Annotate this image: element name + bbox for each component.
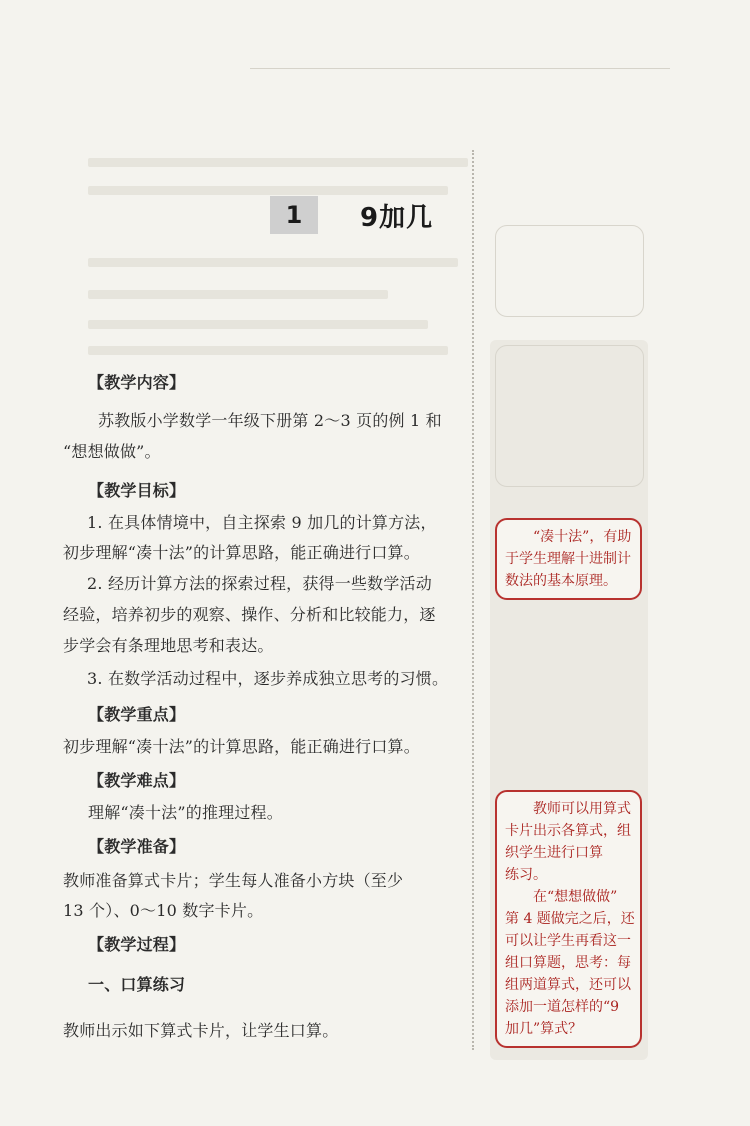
column-divider: [472, 150, 474, 1050]
note-line: 添加一道怎样的“9: [505, 999, 620, 1015]
text-line: 步学会有条理地思考和表达。: [63, 636, 274, 655]
text-line: 教师准备算式卡片；学生每人准备小方块（至少: [63, 871, 404, 890]
note-line: 可以让学生再看这一: [505, 933, 631, 949]
note-line: 练习。: [505, 867, 547, 883]
lesson-number: 1: [270, 196, 318, 234]
note-line: 组两道算式，还可以: [505, 977, 631, 993]
lesson-name: 9加几: [360, 202, 434, 233]
text-line: 3. 在数学活动过程中，逐步养成独立思考的习惯。: [87, 669, 449, 688]
note-line: 于学生理解十进制计: [505, 551, 631, 567]
heading-teaching-goals: 【教学目标】: [88, 481, 186, 500]
ghost-header-bleedthrough: [250, 64, 670, 69]
note-line: 数法的基本原理。: [505, 573, 617, 589]
note-line: 织学生进行口算: [505, 845, 603, 861]
ghost-side-note: [495, 225, 644, 317]
heading-process: 【教学过程】: [88, 935, 186, 954]
text-line: 1. 在具体情境中，自主探索 9 加几的计算方法，: [87, 513, 437, 532]
ghost-side-note: [495, 345, 644, 487]
text-line: 教师出示如下算式卡片，让学生口算。: [63, 1021, 339, 1040]
heading-key-points: 【教学重点】: [88, 705, 186, 724]
note-line: 加几”算式？: [505, 1021, 583, 1037]
text-line: 经验，培养初步的观察、操作、分析和比较能力，逐: [63, 605, 436, 624]
note-line: 在“想想做做”: [533, 889, 618, 905]
note-line: 组口算题，思考：每: [505, 955, 631, 971]
side-note-ten-method: [495, 518, 642, 600]
heading-teaching-content: 【教学内容】: [88, 373, 186, 392]
note-line: 卡片出示各算式，组: [505, 823, 631, 839]
text-line: 苏教版小学数学一年级下册第 2～3 页的例 1 和: [98, 411, 442, 430]
heading-preparation: 【教学准备】: [88, 837, 186, 856]
text-line: “想想做做”。: [63, 442, 161, 461]
note-line: 教师可以用算式: [533, 801, 631, 817]
text-line: 13 个）、0～10 数字卡片。: [63, 901, 264, 920]
note-line: 第 4 题做完之后，还: [505, 911, 635, 927]
text-line: 初步理解“凑十法”的计算思路，能正确进行口算。: [63, 543, 420, 562]
side-note-oral-cards: [495, 790, 642, 1048]
text-line: 初步理解“凑十法”的计算思路，能正确进行口算。: [63, 737, 420, 756]
subheading-oral-practice: 一、口算练习: [88, 975, 186, 994]
text-line: 理解“凑十法”的推理过程。: [88, 803, 283, 822]
note-line: “凑十法”，有助: [533, 529, 632, 545]
heading-difficulties: 【教学难点】: [88, 771, 186, 790]
text-line: 2. 经历计算方法的探索过程，获得一些数学活动: [87, 574, 432, 593]
lesson-title: [270, 195, 433, 235]
